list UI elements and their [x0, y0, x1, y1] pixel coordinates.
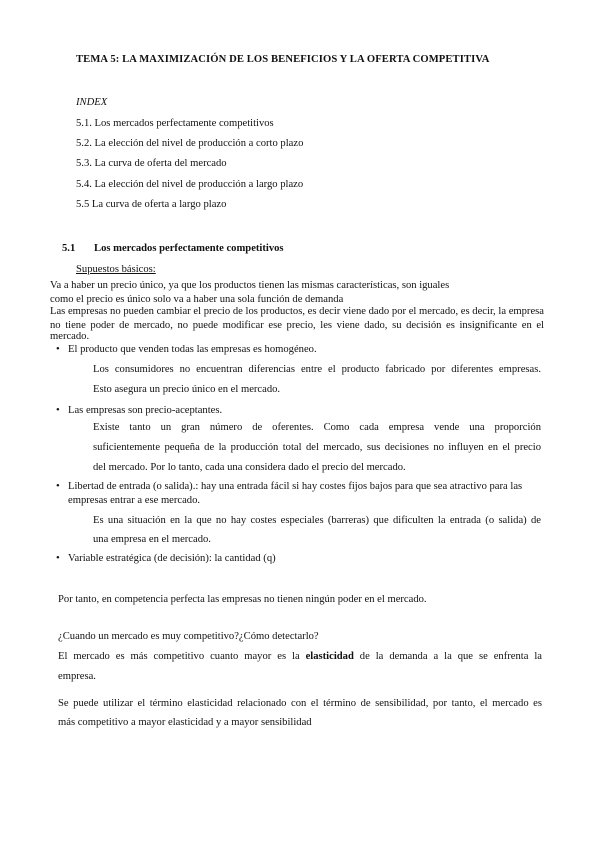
- final-line: más competitivo a mayor elasticidad y a mayor sensibilidad: [58, 717, 312, 728]
- answer-line-2: empresa.: [58, 671, 96, 682]
- answer-keyword: elasticidad: [305, 651, 354, 662]
- bullet-text: Variable estratégica (de decisión): la cantidad (q): [68, 553, 276, 564]
- intro-line: como el precio es único solo va a haber una sola función de demanda: [50, 294, 344, 305]
- section-subheading: Supuestos básicos:: [76, 264, 156, 275]
- bullet-icon: •: [56, 553, 60, 564]
- bullet-icon: •: [56, 481, 60, 492]
- bullet-detail: del mercado. Por lo tanto, cada una considera dado el precio del mercado.: [93, 462, 406, 473]
- bullet-item: [56, 405, 222, 416]
- answer-line: [58, 651, 542, 662]
- answer-before: El mercado es más competitivo cuanto mayor es la: [58, 651, 306, 662]
- bullet-detail: suficientemente pequeña de la producción total del mercado, sus decisiones no influyen en el precio: [93, 442, 541, 453]
- bullet-item: [56, 553, 276, 564]
- bullet-text: El producto que venden todas las empresas es homogéneo.: [68, 344, 317, 355]
- document-title: TEMA 5: LA MAXIMIZACIÓN DE LOS BENEFICIOS Y LA OFERTA COMPETITIVA: [76, 54, 490, 65]
- bullet-item: [56, 344, 317, 355]
- section-title: Los mercados perfectamente competitivos: [94, 243, 284, 254]
- index-item: 5.4. La elección del nivel de producción a largo plazo: [76, 179, 304, 190]
- index-item: 5.1. Los mercados perfectamente competitivos: [76, 118, 274, 129]
- question-text: ¿Cuando un mercado es muy competitivo?¿Cómo detectarlo?: [58, 631, 319, 642]
- bullet-detail: Existe tanto un gran número de oferentes. Como cada empresa vende una proporción: [93, 422, 541, 433]
- bullet-detail: Es una situación en la que no hay costes especiales (barreras) que dificulten la entrada (o salida) de: [93, 515, 541, 526]
- bullet-icon: •: [56, 344, 60, 355]
- index-heading: INDEX: [76, 97, 108, 108]
- intro-line: no tiene poder de mercado, no puede modificar ese precio, les viene dado, su decisión es insignificante en el mercado.: [50, 320, 544, 342]
- bullet-text: Libertad de entrada (o salida).: hay una entrada fácil si hay costes fijos bajos para que sea atractivo para las: [68, 481, 523, 492]
- bullet-item: [56, 481, 522, 492]
- answer-after: de la demanda a la que se enfrenta la: [353, 651, 542, 662]
- index-item: 5.2. La elección del nivel de producción a corto plazo: [76, 138, 304, 149]
- bullet-text: Las empresas son precio-aceptantes.: [68, 405, 223, 416]
- bullet-icon: •: [56, 405, 60, 416]
- index-item: 5.3. La curva de oferta del mercado: [76, 158, 227, 169]
- intro-line: Las empresas no pueden cambiar el precio de los productos, es decir viene dado por el mercado, es decir, la empresa: [50, 306, 544, 317]
- final-line: Se puede utilizar el término elasticidad relacionado con el término de sensibilidad, por tanto, el mercado es: [58, 698, 542, 709]
- intro-line: Va a haber un precio único, ya que los productos tienen las mismas características, son iguales: [50, 280, 450, 291]
- bullet-detail: una empresa en el mercado.: [93, 534, 211, 545]
- bullet-detail: Esto asegura un precio único en el mercado.: [93, 384, 281, 395]
- bullet-detail: Los consumidores no encuentran diferencias entre el producto fabricado por diferentes empresas.: [93, 364, 541, 375]
- section-number: 5.1: [62, 243, 76, 254]
- bullet-text-continuation: empresas entrar a ese mercado.: [68, 495, 201, 506]
- index-item: 5.5 La curva de oferta a largo plazo: [76, 199, 227, 210]
- conclusion-text: Por tanto, en competencia perfecta las empresas no tienen ningún poder en el mercado.: [58, 594, 427, 605]
